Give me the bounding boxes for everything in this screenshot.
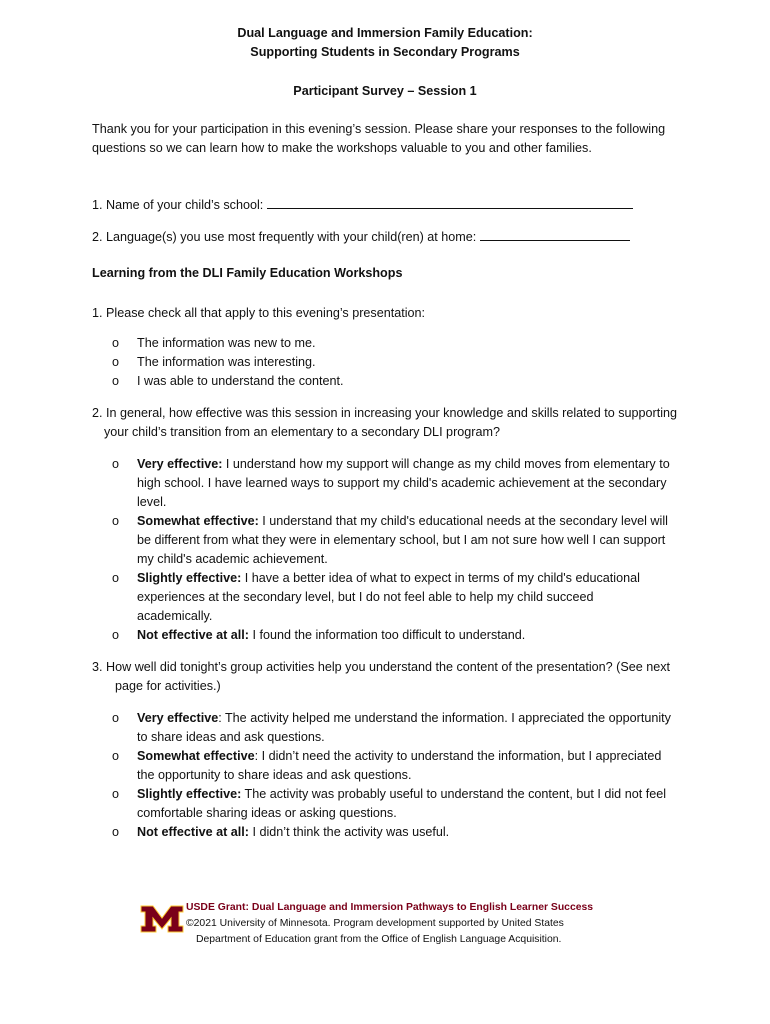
checkbox-circle-icon[interactable]: o	[112, 336, 120, 350]
checkbox-circle-icon[interactable]: o	[112, 514, 120, 528]
school-question	[92, 196, 692, 215]
footer-text	[186, 900, 666, 948]
checkbox-circle-icon[interactable]: o	[112, 355, 120, 369]
language-answer-line[interactable]	[480, 228, 630, 241]
q2-text: 2. In general, how effective was this session in increasing your knowledge and skills related to supporting your child’s transition from an elementary to a secondary DLI program?	[92, 406, 678, 439]
language-question-label: 2. Language(s) you use most frequently with your child(ren) at home:	[92, 230, 480, 244]
q3-option[interactable]: o Not effective at all: I didn’t think the activity was useful.	[112, 823, 672, 842]
footer-grant-title: USDE Grant: Dual Language and Immersion Pathways to English Learner Success	[186, 902, 594, 913]
q3-option[interactable]: o Slightly effective: The activity was probably useful to understand the content, but I did not feel comfortable sharing ideas or asking questions.	[112, 787, 667, 820]
checkbox-circle-icon[interactable]: o	[112, 787, 120, 801]
section-heading: Learning from the DLI Family Education Workshops	[92, 266, 403, 280]
school-question-label: 1. Name of your child’s school:	[92, 198, 267, 212]
footer-funding: Department of Education grant from the Office of English Language Acquisition.	[196, 934, 562, 945]
checkbox-circle-icon[interactable]: o	[112, 571, 120, 585]
q1-options	[112, 334, 672, 391]
title-line-2: Supporting Students in Secondary Programs	[250, 45, 520, 59]
school-answer-line[interactable]	[267, 196, 633, 209]
document-title	[0, 24, 770, 62]
q1-text: 1. Please check all that apply to this evening’s presentation:	[92, 306, 426, 320]
q1-option[interactable]: o The information was new to me.	[112, 334, 672, 353]
q3-text: 3. How well did tonight’s group activities help you understand the content of the presentation? (See next page for activities.)	[92, 660, 671, 693]
checkbox-circle-icon[interactable]: o	[112, 457, 120, 471]
survey-subtitle: Participant Survey – Session 1	[293, 84, 477, 98]
page-footer	[140, 900, 660, 960]
q2-option[interactable]: o Very effective: I understand how my support will change as my child moves from elementary to high school. I have learned ways to support my child's academic achievement at the secondary level.	[112, 457, 670, 509]
title-line-1: Dual Language and Immersion Family Education:	[237, 26, 533, 40]
q2-option[interactable]: o Somewhat effective: I understand that my child's educational needs at the secondary level will be different from what they were in elementary school, but I am not sure how well I can support my child's academic achievement.	[112, 514, 668, 566]
q1-option[interactable]: o The information was interesting.	[112, 353, 672, 372]
footer-copyright: ©2021 University of Minnesota. Program development supported by United States	[186, 918, 564, 929]
checkbox-circle-icon[interactable]: o	[112, 711, 120, 725]
university-m-logo-icon	[140, 904, 184, 934]
checkbox-circle-icon[interactable]: o	[112, 374, 120, 388]
q3-options	[112, 709, 672, 842]
q1-option[interactable]: o I was able to understand the content.	[112, 372, 672, 391]
q3-option[interactable]: o Somewhat effective: I didn’t need the activity to understand the information, but I appreciated the opportunity to share ideas and ask questions.	[112, 749, 662, 782]
q2-option[interactable]: o Not effective at all: I found the information too difficult to understand.	[112, 626, 672, 645]
q2-option[interactable]: o Slightly effective: I have a better idea of what to expect in terms of my child's educational experiences at the secondary level, but I do not feel able to help my child succeed academically.	[112, 571, 640, 623]
q3-option[interactable]: o Very effective: The activity helped me understand the information. I appreciated the opportunity to share ideas and ask questions.	[112, 711, 671, 744]
checkbox-circle-icon[interactable]: o	[112, 749, 120, 763]
language-question	[92, 228, 692, 247]
checkbox-circle-icon[interactable]: o	[112, 628, 120, 642]
intro-paragraph: Thank you for your participation in this evening’s session. Please share your responses to the following questions so we can learn how to make the workshops valuable to you and other families.	[92, 122, 666, 155]
q2-options	[112, 455, 672, 645]
checkbox-circle-icon[interactable]: o	[112, 825, 120, 839]
